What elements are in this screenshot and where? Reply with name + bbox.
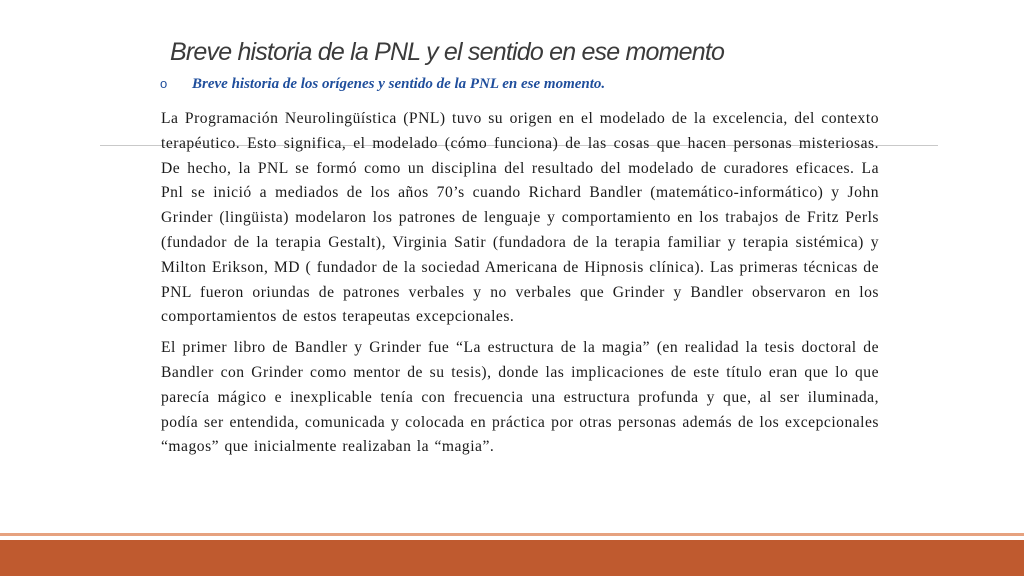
footer-accent-line bbox=[0, 533, 1024, 536]
paragraph-origins: La Programación Neurolingüística (PNL) tuvo su origen en el modelado de la excelencia, del contexto terapéutico. Esto significa, el modelado (cómo funciona) de las cosas que hacen personas misteriosas. De hecho, la PNL se formó como un disciplina del resultado del modelado de curadores eficaces. La Pnl se inició a mediados de los años 70’s cuando Richard Bandler (matemático-informático) y John Grinder (lingüista) modelaron los patrones de lenguaje y comportamiento en los trabajos de Fritz Perls (fundador de la terapia Gestalt), Virginia Satir (fundadora de la terapia familiar y terapia sistémica) y Milton Erikson, MD ( fundador de la sociedad Americana de Hipnosis clínica). Las primeras técnicas de PNL fueron oriundas de patrones verbales y no verbales que Grinder y Bandler observaron en los comportamientos de estos terapeutas excepcionales. bbox=[161, 110, 879, 326]
paragraph-first-book: El primer libro de Bandler y Grinder fue “La estructura de la magia” (en realidad la tesis doctoral de Bandler con Grinder como mentor de su tesis), donde las implicaciones de este título eran que lo que parecía mágico e inexplicable tenía con frecuencia una estructura profunda y que, al ser iluminada, podía ser entendida, comunicada y colocada en práctica por otras personas además de los excepcionales “magos” que inicialmente realizaban la “magia”. bbox=[161, 339, 879, 456]
slide-title: Breve historia de la PNL y el sentido en ese momento bbox=[170, 38, 725, 66]
subtitle-text: Breve historia de los orígenes y sentido de la PNL en ese momento. bbox=[192, 76, 606, 92]
body-text bbox=[161, 107, 879, 460]
bullet-circle-icon: o bbox=[160, 76, 168, 91]
footer-accent-bar bbox=[0, 540, 1024, 576]
subtitle-bullet-item bbox=[160, 73, 880, 95]
